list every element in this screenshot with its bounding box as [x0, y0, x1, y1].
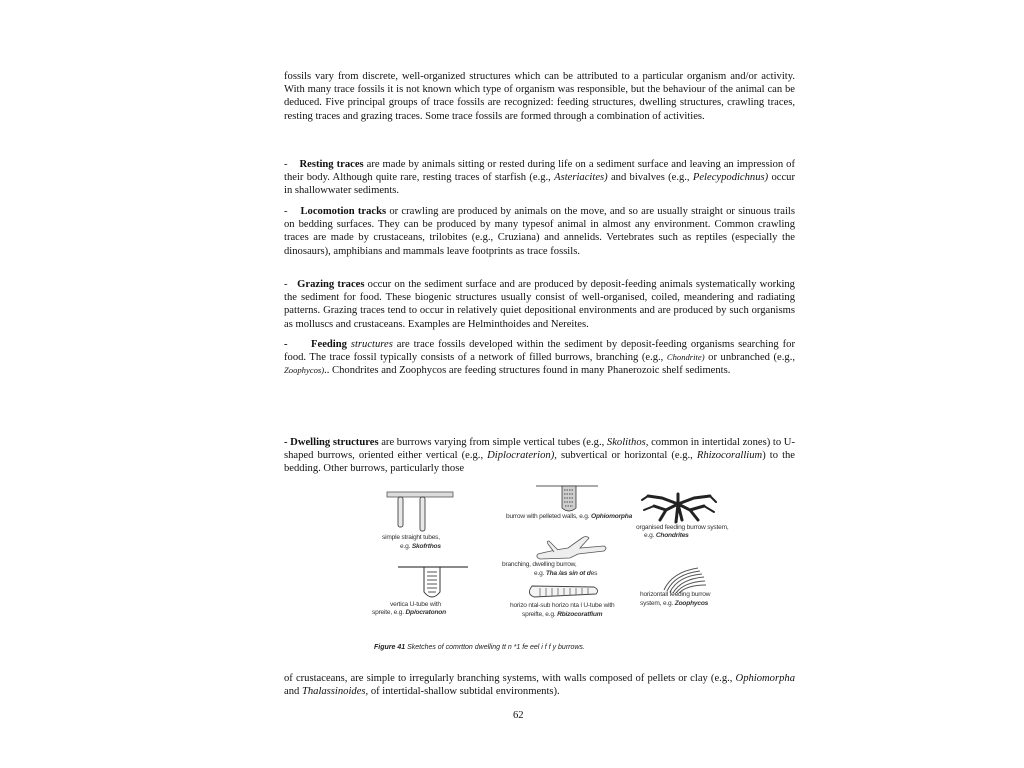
name-thalassinoides: Tha /as sin ot d	[545, 570, 591, 577]
text: and	[284, 686, 302, 698]
text: e.g.	[534, 570, 546, 577]
text: , of intertidal-shallow subtidal environments).	[365, 686, 560, 698]
label-organised-eg	[644, 532, 689, 540]
text: are made by animals sitting or rested during life on a sediment surface and leaving an impression of their body. Although quite rare, resting traces of starfish (e.g.,	[284, 159, 796, 184]
text: are trace fossils developed within the sediment by deposit-feeding organisms searching for food. The trace fossil typically consists of a network of filled burrows, branching (e.g.,	[284, 339, 795, 364]
example-pelecypodichnus: Pelecypodichnus)	[692, 172, 769, 184]
name-ophiomorpha: Ophiomorpha	[591, 513, 633, 520]
text: spreite, e.g.	[372, 609, 406, 616]
name-diplocraterion: Dp/ocratonon	[405, 609, 446, 616]
text: simple straight tubes,	[382, 534, 440, 541]
text: ) to the bedding. Other burrows, particularly those	[284, 450, 796, 475]
example-chondrite: Chondrite)	[666, 352, 705, 363]
label-branching	[502, 561, 577, 569]
text: of crustaceans, are simple to irregularly branching systems, with walls composed of pellets or clay (e.g.,	[284, 673, 736, 684]
caption-text: Sketches of comrtton dwelling tt n *1 fe eel i f f y burrows.	[405, 644, 585, 651]
label-branching-eg	[534, 570, 597, 578]
text: spreifte, e.g.	[522, 611, 558, 618]
example-thalassinoides: Thalassinoides	[301, 686, 366, 698]
name-rhizocorallium: Rbizocoratfium	[557, 611, 603, 618]
dash: -	[284, 279, 288, 290]
text: occur on the sediment surface and are produced by deposit-feeding animals systematically working the sediment for food. These biogenic structures usually consist of well-organised, coiled, meandering and radiating patterns. Grazing traces tend to occur in relatively quiet depositional environments and are produced by such organisms as molluscs and crustaceans. Examples are Helminthoides and Nereites.	[284, 279, 795, 330]
text: vertica U-tube with	[390, 601, 441, 608]
example-zoophycos: Zoophycos)	[284, 365, 325, 376]
text: organised feeding burrow system,	[636, 524, 729, 531]
dwelling-structures-paragraph	[284, 436, 795, 476]
thalassinoides-sketch	[534, 532, 610, 562]
figure-caption	[374, 644, 585, 651]
text: are burrows varying from simple vertical tubes (e.g.,	[378, 437, 607, 448]
label-horizontal-u	[510, 602, 615, 610]
text: branching, dwelling burrow,	[502, 561, 577, 568]
label-organised	[636, 524, 729, 532]
label-horizontal-u-eg	[522, 611, 602, 619]
diplocraterion-sketch	[398, 564, 470, 602]
label-horizontal-feed-eg	[640, 600, 708, 608]
chondrites-sketch	[640, 490, 718, 526]
text: system, e.g.	[640, 600, 675, 607]
figure-number: Figure 41	[374, 644, 406, 651]
grazing-traces-term: Grazing traces	[297, 279, 365, 290]
page-number: 62	[513, 710, 524, 721]
feeding-term: Feeding	[311, 339, 347, 350]
dash: -	[284, 159, 288, 170]
dash: -	[284, 206, 288, 217]
rhizocorallium-sketch	[528, 580, 600, 600]
example-skolithos: Skolithos,	[606, 437, 649, 448]
resting-traces-term: Resting traces	[299, 159, 364, 170]
text: occur in shallowwater sediments.	[284, 172, 795, 197]
pelleted-burrow-sketch	[536, 484, 600, 514]
label-vertical-u-eg	[372, 609, 446, 617]
closing-paragraph	[284, 672, 795, 698]
text: horizo ntal-sub horizo nta l U-tube with	[510, 602, 615, 609]
name-chondrites: Chondrites	[655, 532, 689, 539]
text: es	[590, 570, 598, 577]
simple-straight-tubes-sketch	[386, 490, 456, 536]
example-asteriacites: Asteriacites)	[554, 172, 608, 184]
example-rhizocorallium: Rhizocorallium	[696, 450, 763, 462]
text: e.g.	[400, 543, 412, 550]
intro-paragraph: fossils vary from discrete, well-organized structures which can be attributed to a particular organism and/or activity. With many trace fossils it is not known which type of organism was responsible, but the behaviour of the animal can be deduced. Five principal groups of trace fossils are recognized: feeding structures, dwelling structures, crawling traces, resting traces and grazing traces. Some trace fossils are formed through a combination of activities.	[284, 71, 795, 122]
zoophycos-sketch	[658, 564, 708, 594]
label-simple-tubes	[382, 534, 440, 542]
name-skolithos: Skofrthos	[411, 543, 441, 550]
text: burrow with pelleted walls, e.g.	[506, 513, 592, 520]
locomotion-tracks-term: Locomotion tracks	[300, 206, 387, 217]
grazing-traces-paragraph	[284, 278, 795, 331]
structures-term: structures	[350, 339, 393, 350]
label-simple-tubes-eg	[400, 543, 441, 551]
text: common in intertidal zones) to U-shaped burrows, oriented either vertical (e.g.,	[284, 437, 795, 462]
dash: -	[284, 339, 288, 350]
dwelling-structures-term: - Dwelling structures	[284, 437, 379, 448]
resting-traces-paragraph	[284, 158, 795, 198]
label-horizontal-feed	[640, 591, 710, 599]
label-pelleted	[506, 513, 632, 521]
text: and bivalves (e.g.,	[607, 172, 693, 184]
text: .. Chondrites and Zoophycos are feeding structures found in many Phanerozoic shelf sediments.	[324, 365, 731, 377]
text: horizontall feeding burrow	[640, 591, 711, 598]
example-ophiomorpha: Ophiomorpha	[735, 673, 795, 684]
text: subvertical or horizontal (e.g.,	[556, 450, 697, 462]
text: e.g.	[644, 532, 656, 539]
text: or unbranched (e.g.,	[704, 352, 795, 364]
feeding-structures-paragraph	[284, 338, 795, 378]
example-diplocraterion: Diplocraterion),	[487, 450, 557, 462]
label-vertical-u	[390, 601, 441, 609]
text: or crawling are produced by animals on the move, and so are usually straight or sinuous trails on bedding surfaces. They can be produced by many typesof animal in almost any environment. Common crawling traces are made by crustaceans, trilobites (e.g., Cruziana) and annelids. Vertebrates such as reptiles (especially the dinosaurs), amphibians and mammals leave footprints as trace fossils.	[284, 206, 795, 257]
name-zoophycos: Zoophycos	[674, 600, 709, 607]
locomotion-tracks-paragraph	[284, 205, 795, 258]
